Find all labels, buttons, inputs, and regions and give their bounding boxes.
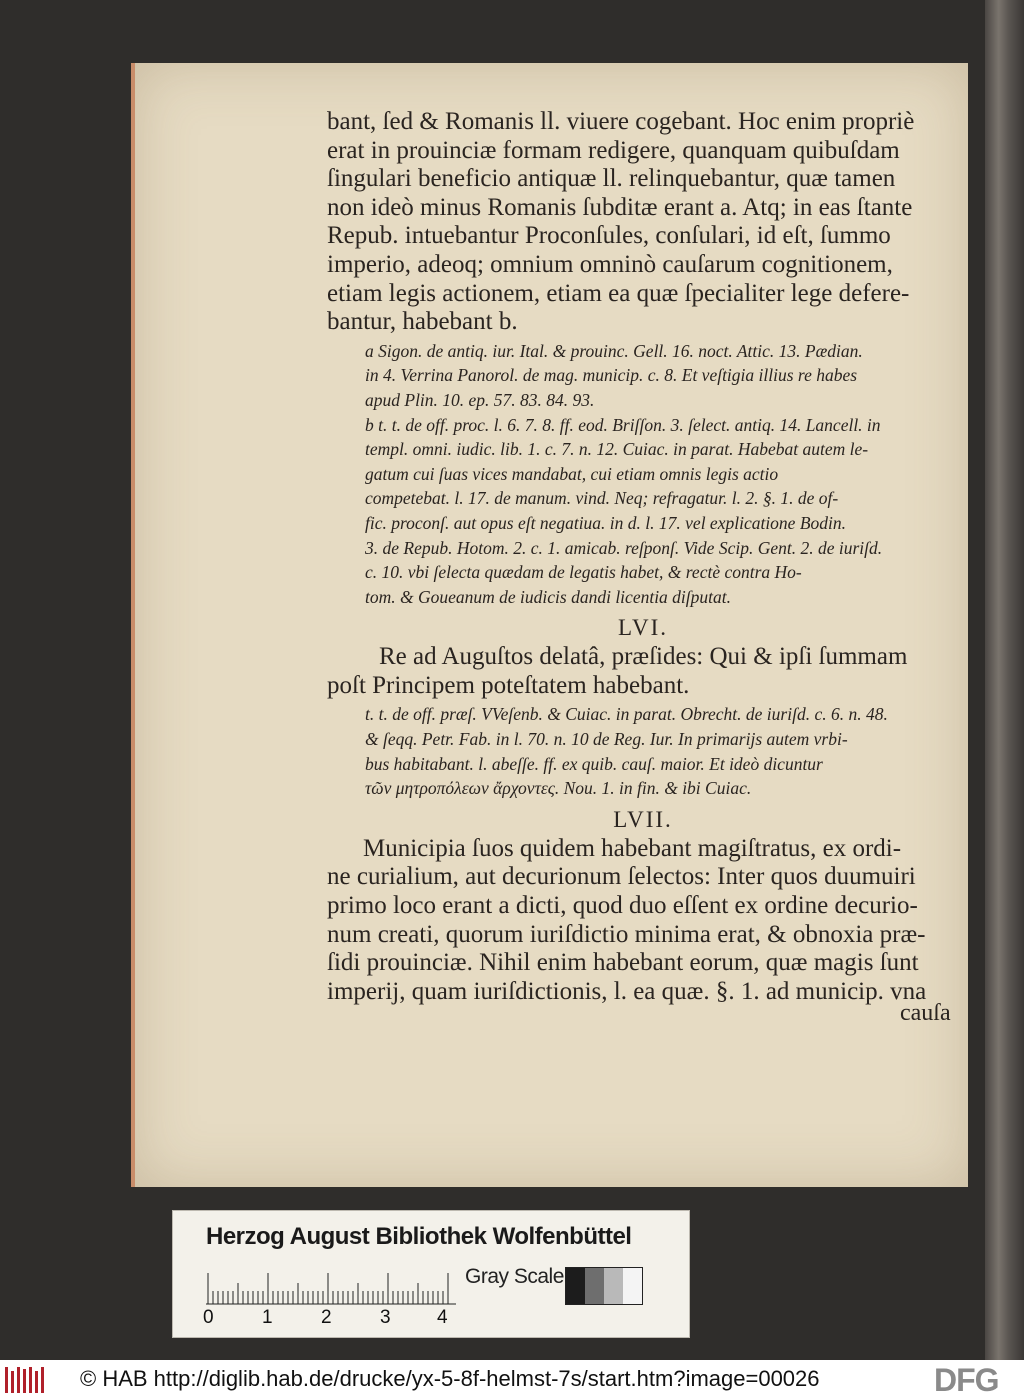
section-heading-lvi: LVI. <box>618 615 668 641</box>
body-text-line: primo loco erant a dicti, quod duo eſſent ex ordine decurio- <box>327 892 918 920</box>
footnote-line: & ſeqq. Petr. Fab. in l. 70. n. 10 de Reg. Iur. In primarijs autem vrbi- <box>365 729 848 750</box>
card-title: Herzog August Bibliothek Wolfenbüttel <box>206 1223 632 1250</box>
footnote-line: tom. & Goueanum de iudicis dandi licentia diſputat. <box>365 586 732 607</box>
ruler-number: 4 <box>437 1307 448 1328</box>
hab-logo-icon <box>4 1365 46 1395</box>
library-card <box>172 1210 690 1338</box>
footer-copyright-link[interactable]: © HAB http://diglib.hab.de/drucke/yx-5-8f-helmst-7s/start.htm?image=00026 <box>80 1366 820 1391</box>
catchword: cauſa <box>900 1000 951 1026</box>
section-heading-lvii: LVII. <box>613 806 673 832</box>
footnote-line: a Sigon. de antiq. iur. Ital. & prouinc. Gell. 16. noct. Attic. 13. Pædian. <box>365 340 863 361</box>
footnote-line: gatum cui ſuas vices mandabat, cui etiam omnis legis actio <box>365 463 779 484</box>
gray-scale-label: Gray Scale <box>465 1265 564 1288</box>
body-text-line: non ideò minus Romanis ſubditæ erant a. Atq; in eas ſtante <box>327 193 913 221</box>
gray-swatch <box>585 1268 604 1304</box>
footnote-line: τῶν μητροπόλεων ἄρχοντες. Nou. 1. in fin. & ibi Cuiac. <box>365 778 752 799</box>
footnote-line: apud Plin. 10. ep. 57. 83. 84. 93. <box>365 389 595 410</box>
footnote-line: 3. de Repub. Hotom. 2. c. 1. amicab. reſponſ. Vide Scip. Gent. 2. de iuriſd. <box>365 537 883 558</box>
ruler-icon <box>206 1269 456 1305</box>
body-text-line: ſingulari beneficio antiquæ ll. relinquebantur, quæ tamen <box>327 165 896 193</box>
footnote-line: c. 10. vbi ſelecta quædam de legatis habet, & rectè contra Ho- <box>365 562 802 583</box>
body-text-line: imperio, adeoq; omnium omninò cauſarum cognitionem, <box>327 250 893 278</box>
dfg-logo: DFG <box>934 1362 999 1398</box>
ruler-number: 2 <box>321 1307 332 1328</box>
footnote-line: in 4. Verrina Panorol. de mag. municip. c. 8. Et veſtigia illius re habes <box>365 365 858 386</box>
body-text-line: ſidi prouinciæ. Nihil enim habebant eorum, quæ magis ſunt <box>327 949 919 977</box>
body-text-line: etiam legis actionem, etiam ea quæ ſpecialiter lege defere- <box>327 279 910 307</box>
body-text-line: bant, ſed & Romanis ll. viuere cogebant. Hoc enim propriè <box>327 108 915 135</box>
body-text-line: erat in prouinciæ formam redigere, quanquam quibuſdam <box>327 136 900 164</box>
body-text-line: bantur, habebant b. <box>327 308 518 336</box>
page-text <box>327 108 959 1006</box>
footnote-line: fic. proconſ. aut opus eſt negatiua. in d. l. 17. vel explicatione Bodin. <box>365 512 847 533</box>
gray-swatch <box>623 1268 642 1304</box>
footnote-line: b t. t. de off. proc. l. 6. 7. 8. ff. eod. Briſſon. 3. ſelect. antiq. 14. Lancell. in <box>365 414 881 435</box>
footnote-line: competebat. l. 17. de manum. vind. Neq; refragatur. l. 2. §. 1. de of- <box>365 488 839 509</box>
ruler-number: 1 <box>262 1307 273 1328</box>
book-spine <box>985 0 1024 1360</box>
body-text-line: num creati, quorum iuriſdictio minima erat, & obnoxia præ- <box>327 920 926 948</box>
ruler-number: 0 <box>203 1307 214 1328</box>
footnote-line: bus habitabant. l. abeſſe. ff. ex quib. cauſ. maior. Et ideò dicuntur <box>365 753 823 774</box>
ruler-number: 3 <box>380 1307 391 1328</box>
body-text-line: poſt Principem poteſtatem habebant. <box>327 671 690 699</box>
gray-swatch <box>604 1268 623 1304</box>
body-text-line: imperij, quam iuriſdictionis, l. ea quæ. §. 1. ad municip. vna <box>327 977 927 1005</box>
body-text-line: Repub. intuebantur Proconſules, conſulari, id eſt, ſummo <box>327 222 891 250</box>
footnote-line: t. t. de off. præſ. VVeſenb. & Cuiac. in parat. Obrecht. de iuriſd. c. 6. n. 48. <box>365 704 888 725</box>
gray-scale-swatch <box>565 1267 643 1305</box>
body-text-line: ne curialium, aut decurionum ſelectos: Inter quos duumuiri <box>327 863 916 891</box>
body-text-line: Municipia ſuos quidem habebant magiſtratus, ex ordi- <box>363 834 902 862</box>
body-text-line: Re ad Auguſtos delatâ, præſides: Qui & ipſi ſummam <box>379 643 908 671</box>
footnote-line: templ. omni. iudic. lib. 1. c. 7. n. 12. Cuiac. in parat. Habebat autem le- <box>365 439 869 460</box>
footer-bar <box>0 1360 1024 1400</box>
gray-swatch <box>566 1268 585 1304</box>
